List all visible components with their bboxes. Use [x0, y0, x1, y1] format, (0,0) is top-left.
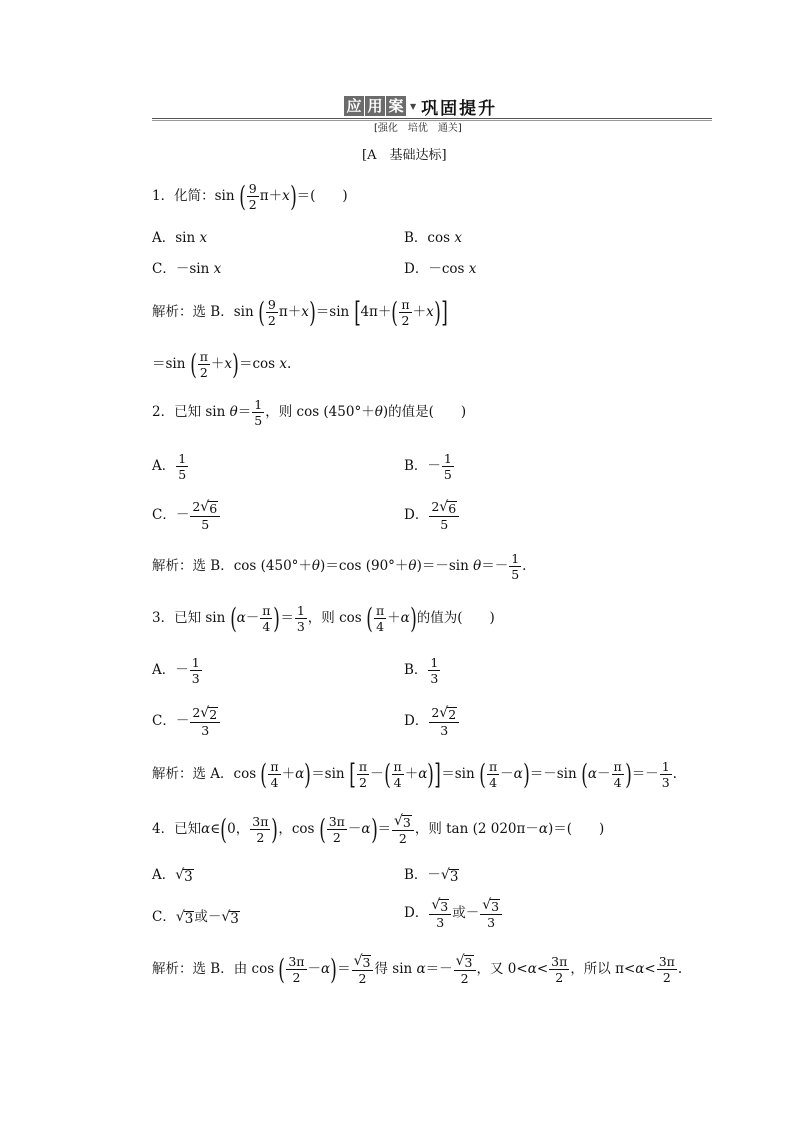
frac-num: π: [393, 759, 402, 774]
paren-open: (: [278, 953, 286, 987]
q3-stem-text: ，则 cos: [307, 609, 362, 626]
paren-open: (: [391, 296, 399, 330]
paren-open: (: [479, 758, 486, 792]
frac-den: 5: [254, 413, 263, 429]
var-theta: θ: [229, 403, 238, 420]
frac-num: π: [613, 759, 622, 774]
or-text: 或－: [194, 909, 222, 926]
plus: ＋: [387, 609, 401, 626]
frac-den: 2: [332, 830, 341, 846]
frac-den: 5: [201, 517, 210, 533]
solution-text: )＝cos (90°＋: [320, 557, 409, 574]
var-x: x: [454, 230, 462, 246]
var-alpha: α: [587, 765, 598, 782]
var-alpha: α: [321, 960, 331, 977]
equals-neg: ＝－: [631, 765, 659, 782]
fraction: [198, 350, 210, 379]
paren-close: ): [522, 758, 530, 792]
option-label: D．: [404, 506, 429, 523]
equals-neg: ＝－: [425, 960, 453, 977]
option-1c: [152, 263, 221, 277]
fraction: [549, 955, 569, 984]
frac-num: 1: [430, 655, 439, 670]
paren-close: ): [271, 813, 279, 847]
fraction: [327, 815, 347, 844]
q2-stem-text: 2．已知 sin: [152, 403, 226, 420]
paren-open: (: [260, 758, 268, 792]
frac-den: 2: [358, 971, 367, 987]
fraction: [509, 552, 521, 581]
fraction: [612, 760, 624, 789]
fraction: [176, 452, 188, 481]
bracket-close: ]: [440, 296, 448, 330]
frac-num: 1: [296, 603, 305, 618]
solution-label: 解析：选 B．sin: [152, 303, 254, 320]
radicand: 3: [440, 899, 449, 914]
paren-open: (: [229, 602, 237, 636]
option-1b: [404, 232, 462, 246]
sqrt: √ 3: [440, 867, 459, 885]
frac-den: 5: [440, 517, 449, 533]
q4-stem-text: 4．已知: [152, 820, 202, 837]
option-4b: [404, 868, 459, 884]
var-x: x: [213, 261, 222, 277]
paren-open: (: [383, 758, 391, 792]
paren-close: ): [330, 953, 337, 987]
q4-stem-text: )＝( ): [548, 820, 605, 837]
radicand: 3: [184, 911, 194, 927]
q2-stem-text: ，则 cos (450°＋: [265, 403, 375, 420]
option-2b: [404, 452, 455, 481]
frac-num: [429, 898, 451, 915]
frac-num: π: [199, 349, 208, 364]
radicand: 3: [402, 815, 411, 830]
var-alpha: α: [513, 765, 523, 782]
pi-plus: π＋: [278, 303, 302, 320]
solution-text: )＝－sin: [416, 557, 469, 574]
fraction: [442, 452, 454, 481]
fraction: [429, 500, 459, 531]
bracket-close: ]: [434, 758, 442, 792]
plus: ＋: [281, 765, 296, 782]
sqrt: √ 3: [393, 813, 411, 830]
minus: －: [597, 765, 611, 782]
var-alpha: α: [201, 820, 211, 837]
option-4a: [152, 868, 194, 884]
paren-close: ): [409, 602, 417, 636]
var-alpha: α: [295, 765, 305, 782]
coefficient: 2: [192, 499, 201, 514]
fraction: [357, 760, 369, 789]
paren-open: (: [220, 813, 227, 847]
badge-char: 应: [344, 96, 364, 116]
var-x: x: [279, 355, 288, 372]
frac-den: 2: [460, 971, 469, 987]
fraction: [190, 706, 220, 737]
fraction: [392, 814, 414, 845]
fraction: [660, 760, 672, 789]
fraction: [487, 760, 499, 789]
frac-num: 9: [267, 297, 276, 312]
paren-close: ): [304, 758, 311, 792]
var-alpha: α: [361, 820, 371, 837]
frac-num: 1: [178, 451, 187, 466]
frac-num: 1: [443, 451, 452, 466]
section-tagline: [强化 培优 通关]: [374, 123, 462, 134]
paren-close: ): [433, 296, 441, 330]
fraction: [250, 815, 270, 844]
frac-den: 4: [489, 775, 498, 791]
sqrt: √ 6: [439, 499, 457, 516]
q4-stem-text: ，cos: [278, 820, 315, 837]
option-label: A．: [152, 867, 176, 884]
sqrt: √ 3: [353, 953, 371, 970]
frac-num: 3π: [252, 814, 269, 829]
fraction: [429, 706, 459, 737]
paren-close: ): [309, 296, 316, 330]
header-rule: [152, 118, 712, 119]
var-x: x: [199, 230, 208, 246]
q4-stem-text: ，则 tan (2 020π－: [414, 820, 539, 837]
frac-den: 3: [430, 671, 439, 687]
frac-den: 3: [436, 915, 445, 931]
four-pi-plus: 4π＋: [360, 303, 392, 320]
frac-den: 2: [248, 197, 257, 213]
option-3c: [152, 706, 221, 737]
paren-close: ): [232, 348, 239, 382]
frac-num: [392, 814, 414, 831]
paren-open: (: [318, 813, 326, 847]
frac-den: 5: [178, 467, 187, 483]
option-label: B．－: [404, 457, 441, 474]
level-title: [A 基础达标]: [362, 148, 447, 163]
frac-num: 1: [254, 397, 263, 412]
solution-text: ，所以 π<: [570, 960, 636, 977]
fraction: [428, 656, 440, 685]
equals-sin: ＝sin: [441, 765, 475, 782]
frac-den: 2: [555, 970, 564, 986]
option-label: B．: [404, 661, 428, 678]
section-badge: [344, 96, 498, 119]
frac-num: π: [358, 759, 368, 774]
sqrt: √ 3: [175, 867, 193, 885]
fraction: [352, 954, 374, 985]
solution-2: [152, 552, 526, 581]
option-label: C．－sin: [152, 261, 210, 277]
option-label: A．: [152, 457, 176, 474]
radicand: 6: [209, 501, 218, 516]
paren-open: (: [366, 602, 373, 636]
solution-1-line-1: 解析：选 B．sin ( $\frac{9}{2}$ π＋ x ) ＝sin [ 4π＋ ( $\frac{\pi}{2}$ ＋ x ) ]: [152, 296, 448, 330]
var-theta: θ: [408, 557, 417, 574]
frac-num: [352, 954, 374, 971]
frac-num: [190, 500, 220, 517]
frac-num: [429, 500, 459, 517]
option-label: C．: [152, 909, 176, 926]
frac-den: 4: [613, 775, 622, 791]
plus: ＋: [404, 765, 419, 782]
var-alpha: α: [416, 960, 426, 977]
frac-den: 5: [443, 467, 452, 483]
radicand: 6: [448, 501, 457, 516]
paren-open: (: [239, 180, 246, 214]
minus: －: [500, 765, 514, 782]
fraction: [399, 298, 411, 327]
paren-close: ): [370, 813, 378, 847]
var-x: x: [224, 355, 233, 372]
option-2d: [404, 500, 460, 531]
option-1a: [152, 232, 207, 246]
minus: －: [307, 960, 322, 977]
option-3d: [404, 706, 460, 737]
fraction: [252, 398, 264, 427]
paren-close: ): [273, 602, 281, 636]
option-label: B．cos: [404, 230, 451, 246]
bracket-open: [: [353, 296, 361, 330]
less-than: <: [536, 960, 549, 977]
equals-sin: ＝sin: [152, 355, 186, 372]
q3-stem-text: 的值为( ): [416, 609, 495, 626]
badge-char: 案: [386, 96, 406, 116]
badge-char: 用: [365, 96, 385, 116]
option-4c: [152, 910, 240, 926]
q3-stem-text: 3．已知 sin: [152, 609, 226, 626]
sqrt: √ 3: [455, 953, 473, 970]
solution-1-line-2: ＝sin ( $\frac{\pi}{2}$ ＋ x ) ＝cos x .: [152, 348, 292, 382]
option-4d: [404, 898, 503, 929]
radicand: 3: [491, 899, 500, 914]
solution-text: ＝－: [481, 557, 509, 574]
frac-den: 2: [199, 365, 208, 381]
frac-den: 3: [191, 671, 200, 687]
minus: －: [245, 609, 260, 626]
frac-den: 2: [359, 775, 367, 791]
solution-text: 得 sin: [374, 960, 413, 977]
option-label: D．: [404, 712, 429, 729]
fraction: [374, 604, 386, 633]
paren-open: (: [258, 296, 265, 330]
question-2-stem: [152, 398, 466, 427]
radicand: 3: [230, 911, 239, 927]
var-theta: θ: [473, 557, 482, 574]
var-x: x: [301, 303, 309, 320]
var-theta: θ: [311, 557, 321, 574]
frac-num: π: [262, 603, 271, 618]
question-1-stem: [152, 180, 348, 214]
frac-den: 3: [440, 723, 449, 739]
fraction: [247, 182, 259, 211]
interval-start: 0，: [227, 820, 250, 837]
fraction: [657, 955, 677, 984]
option-label: D．－cos: [404, 261, 465, 277]
radicand: 3: [464, 955, 473, 970]
frac-num: π: [488, 759, 498, 774]
frac-num: 9: [248, 181, 257, 196]
q1-stem-text: 1．化简：sin: [152, 187, 235, 204]
paren-close: ): [427, 758, 435, 792]
period: .: [677, 960, 683, 977]
var-alpha: α: [635, 960, 645, 977]
period: .: [522, 557, 527, 574]
option-label: C．－: [152, 712, 190, 729]
radicand: 3: [449, 869, 459, 885]
frac-num: π: [375, 603, 385, 618]
q2-stem-text: )的值是( ): [382, 403, 467, 420]
equals: ＝: [237, 403, 252, 420]
frac-num: [190, 706, 220, 723]
period: .: [287, 355, 292, 372]
minus: －: [347, 820, 362, 837]
sqrt: √ 3: [482, 897, 500, 914]
option-1d: [404, 263, 476, 277]
option-3a: [152, 656, 203, 685]
frac-num: [429, 706, 459, 723]
var-theta: θ: [374, 403, 383, 420]
option-label: A．－: [152, 661, 189, 678]
solution-4: [152, 954, 682, 985]
coefficient: 2: [431, 705, 440, 720]
sqrt: √ 3: [175, 909, 194, 927]
frac-num: 3π: [658, 954, 675, 969]
triangle-down-icon: ▼: [410, 101, 417, 111]
fraction: [429, 898, 451, 929]
minus: －: [370, 765, 384, 782]
var-alpha: α: [527, 960, 537, 977]
frac-num: 1: [511, 551, 520, 566]
frac-den: 5: [511, 567, 520, 583]
fraction: [454, 954, 476, 985]
q1-pi-plus: π＋: [259, 187, 283, 204]
equals: ＝: [377, 820, 391, 837]
radicand: 3: [362, 955, 371, 970]
question-3-stem: [152, 602, 495, 636]
var-x: x: [468, 261, 477, 277]
sqrt: √ 2: [439, 705, 457, 722]
option-label: D．: [404, 904, 429, 921]
frac-num: π: [270, 759, 279, 774]
sqrt: √ 3: [431, 897, 449, 914]
solution-label: 解析：选 A．cos: [152, 765, 257, 782]
frac-den: 2: [398, 831, 407, 847]
equals: ＝: [280, 609, 294, 626]
radicand: 3: [184, 869, 193, 885]
frac-den: 2: [662, 970, 671, 986]
frac-den: 4: [393, 775, 402, 791]
paren-close: ): [289, 180, 297, 214]
equals-neg-sin: ＝－sin: [529, 765, 577, 782]
equals-sin: ＝sin: [315, 303, 350, 320]
fraction: [260, 604, 272, 633]
period: .: [672, 765, 677, 782]
frac-den: 3: [487, 915, 496, 931]
solution-text: ，又 0<: [476, 960, 528, 977]
frac-num: π: [401, 297, 410, 312]
frac-den: 3: [296, 619, 305, 635]
paren-open: (: [189, 348, 197, 382]
frac-num: 3π: [288, 954, 305, 969]
or-text: 或－: [452, 904, 480, 921]
bracket-open: [: [349, 758, 356, 792]
frac-den: 4: [270, 775, 279, 791]
paren-open: (: [581, 758, 588, 792]
fraction: [286, 955, 306, 984]
frac-den: 2: [401, 313, 410, 329]
question-4-stem: [152, 814, 604, 845]
frac-num: 1: [191, 655, 200, 670]
solution-3: [152, 758, 677, 792]
frac-num: 1: [661, 759, 670, 774]
coefficient: 2: [431, 499, 440, 514]
frac-den: 2: [256, 830, 265, 846]
frac-num: 3π: [551, 954, 568, 969]
equals-sin: ＝sin: [311, 765, 345, 782]
option-2c: [152, 500, 221, 531]
fraction: [268, 760, 280, 789]
equals-cos: ＝cos: [238, 355, 276, 372]
sqrt: √ 2: [200, 705, 218, 722]
solution-label: 解析：选 B．由 cos: [152, 960, 275, 977]
option-label: B．－: [404, 867, 441, 884]
coefficient: 2: [192, 705, 201, 720]
option-3b: [404, 656, 441, 685]
fraction: [480, 898, 502, 929]
frac-den: 4: [376, 619, 385, 635]
var-alpha: α: [418, 765, 428, 782]
q1-tail: ＝( ): [296, 187, 348, 204]
sqrt: √ 3: [221, 909, 239, 927]
frac-den: 2: [267, 313, 276, 329]
fraction: [266, 298, 278, 327]
frac-num: [480, 898, 502, 915]
fraction: [190, 656, 202, 685]
frac-num: 3π: [328, 814, 345, 829]
frac-den: 3: [661, 775, 670, 791]
fraction: [295, 604, 307, 633]
option-2a: [152, 452, 189, 481]
frac-den: 4: [262, 619, 271, 635]
fraction: [190, 500, 220, 531]
radicand: 2: [209, 707, 218, 722]
radicand: 2: [448, 707, 457, 722]
var-alpha: α: [400, 609, 410, 626]
option-label: C．－: [152, 506, 190, 523]
frac-den: 2: [292, 970, 301, 986]
var-alpha: α: [236, 609, 246, 626]
var-x: x: [426, 303, 434, 320]
frac-num: [454, 954, 476, 971]
var-alpha: α: [538, 820, 548, 837]
fraction: [392, 760, 404, 789]
solution-label: 解析：选 B．cos (450°＋: [152, 557, 312, 574]
option-label: A．sin: [152, 230, 196, 246]
var-x: x: [282, 187, 290, 204]
paren-close: ): [624, 758, 632, 792]
element-of: ∈: [210, 820, 221, 837]
sqrt: √ 6: [200, 499, 218, 516]
frac-den: 3: [201, 723, 210, 739]
less-than: <: [644, 960, 656, 977]
equals: ＝: [337, 960, 351, 977]
section-title: 巩固提升: [421, 98, 498, 119]
